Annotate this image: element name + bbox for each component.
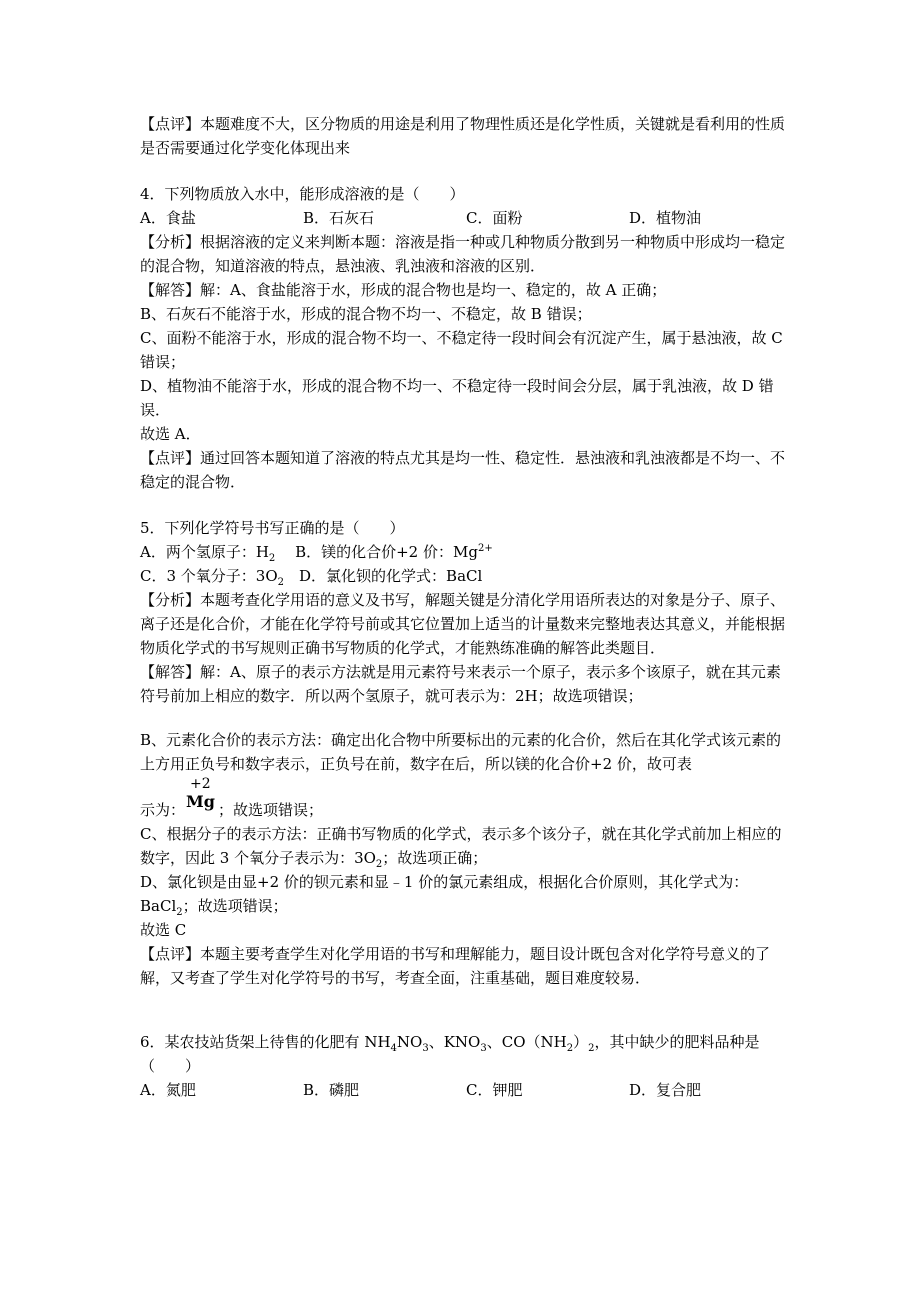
q6-stem: 6．某农技站货架上待售的化肥有 $NH_4NO_3$、$KNO_3$、$CO(NH_2)_2$，其中缺少的肥料品种是: [140, 1033, 760, 1054]
q6-option-d[interactable]: D．复合肥: [629, 1081, 702, 1099]
q4-choice: 故选 A．: [140, 425, 201, 443]
q5-stem: 5．下列化学符号书写正确的是（ ）: [140, 519, 405, 537]
q4-comment: 【点评】通过回答本题知道了溶液的特点尤其是均一性、稳定性．悬浊液和乳浊液都是不均一、不稳定的混合物．: [140, 449, 786, 491]
q6-options: [140, 1078, 790, 1102]
q5-options-cd: [140, 564, 790, 588]
q4-option-b[interactable]: B．石灰石: [303, 209, 375, 227]
q6-paren: （ ）: [140, 1057, 201, 1075]
mg-symbol: Mg: [186, 792, 215, 811]
q4-answer-b: B、石灰石不能溶于水，形成的混合物不均一、不稳定，故 B 错误；: [140, 305, 592, 323]
q5-option-d[interactable]: D．氯化钡的化学式：BaCl: [299, 567, 483, 585]
q4-answer-c: C、面粉不能溶于水，形成的混合物不均一、不稳定待一段时间会有沉淀产生，属于悬浊液，故 C 错误；: [140, 329, 788, 371]
q5-analysis: 【分析】本题考查化学用语的意义及书写，解题关键是分清化学用语所表达的对象是分子、原子、离子还是化合价，才能在化学符号前或其它位置加上适当的计量数来完整地表达其意义，并能根据物质化学式的书写规则正确书写物质的化学式，才能熟练准确的解答此类题目．: [140, 591, 786, 657]
q4-stem: 4．下列物质放入水中，能形成溶液的是（ ）: [140, 185, 465, 203]
q5-option-b[interactable]: B．镁的化合价+2 价：$Mg^{2+}$: [295, 543, 493, 561]
document-page: [140, 112, 790, 1102]
q6-option-b[interactable]: B．磷肥: [303, 1081, 360, 1099]
q3-comment: 【点评】本题难度不大，区分物质的用途是利用了物理性质还是化学性质，关键就是看利用的性质是否需要通过化学变化体现出来: [140, 115, 786, 157]
q5-choice: 故选 C: [140, 921, 187, 939]
q5-comment: 【点评】本题主要考查学生对化学用语的书写和理解能力，题目设计既包含对化学符号意义的了解，又考查了学生对化学符号的书写，考查全面，注重基础，题目难度较易．: [140, 945, 771, 987]
q4-option-c[interactable]: C．面粉: [466, 209, 523, 227]
q5-answer-b-pre: 示为：: [140, 801, 186, 819]
mg-valence-mark: +2: [190, 776, 211, 792]
q5-answer-b: B、元素化合价的表示方法：确定出化合物中所要标出的元素的化合价，然后在其化学式该元素的上方用正负号和数字表示，正负号在前，数字在后，所以镁的化合价+2 价，故可表: [140, 731, 782, 773]
q6-option-a[interactable]: A．氮肥: [140, 1081, 196, 1099]
q5-answer-b-post: ；故选项错误；: [218, 801, 324, 819]
q6-option-c[interactable]: C．钾肥: [466, 1081, 523, 1099]
mg-valence-formula: [186, 776, 216, 812]
q5-answer-a: 【解答】解：A、原子的表示方法就是用元素符号来表示一个原子，表示多个该原子，就在其元素符号前加上相应的数字．所以两个氢原子，就可表示为：2H；故选项错误；: [140, 663, 781, 705]
q5-answer-c: C、根据分子的表示方法：正确书写物质的化学式，表示多个该分子，就在其化学式前加上相应的数字，因此 3 个氧分子表示为：$3O_2$；故选项正确；: [140, 825, 782, 870]
q5-options-ab: [140, 540, 790, 564]
q4-options: [140, 206, 790, 230]
q5-answer-d: D、氯化钡是由显+2 价的钡元素和显﹣1 价的氯元素组成，根据化合价原则，其化学式为：BaCl$_2$；故选项错误；: [140, 873, 749, 918]
q5-option-a[interactable]: A．两个氢原子：$H_2$: [140, 543, 276, 564]
q5-answer-b-formula-line: [140, 776, 790, 822]
q4-option-a[interactable]: A．食盐: [140, 209, 196, 227]
q4-analysis: 【分析】根据溶液的定义来判断本题：溶液是指一种或几种物质分散到另一种物质中形成均一稳定的混合物，知道溶液的特点，悬浊液、乳浊液和溶液的区别．: [140, 233, 786, 275]
q4-answer-d: D、植物油不能溶于水，形成的混合物不均一、不稳定待一段时间会分层，属于乳浊液，故 D 错误．: [140, 377, 774, 419]
q4-answer-a: 【解答】解：A、食盐能溶于水，形成的混合物也是均一、稳定的，故 A 正确；: [140, 281, 667, 299]
q4-option-d[interactable]: D．植物油: [629, 209, 702, 227]
q5-option-c[interactable]: C．3 个氧分子：$3O_2$: [140, 567, 285, 588]
